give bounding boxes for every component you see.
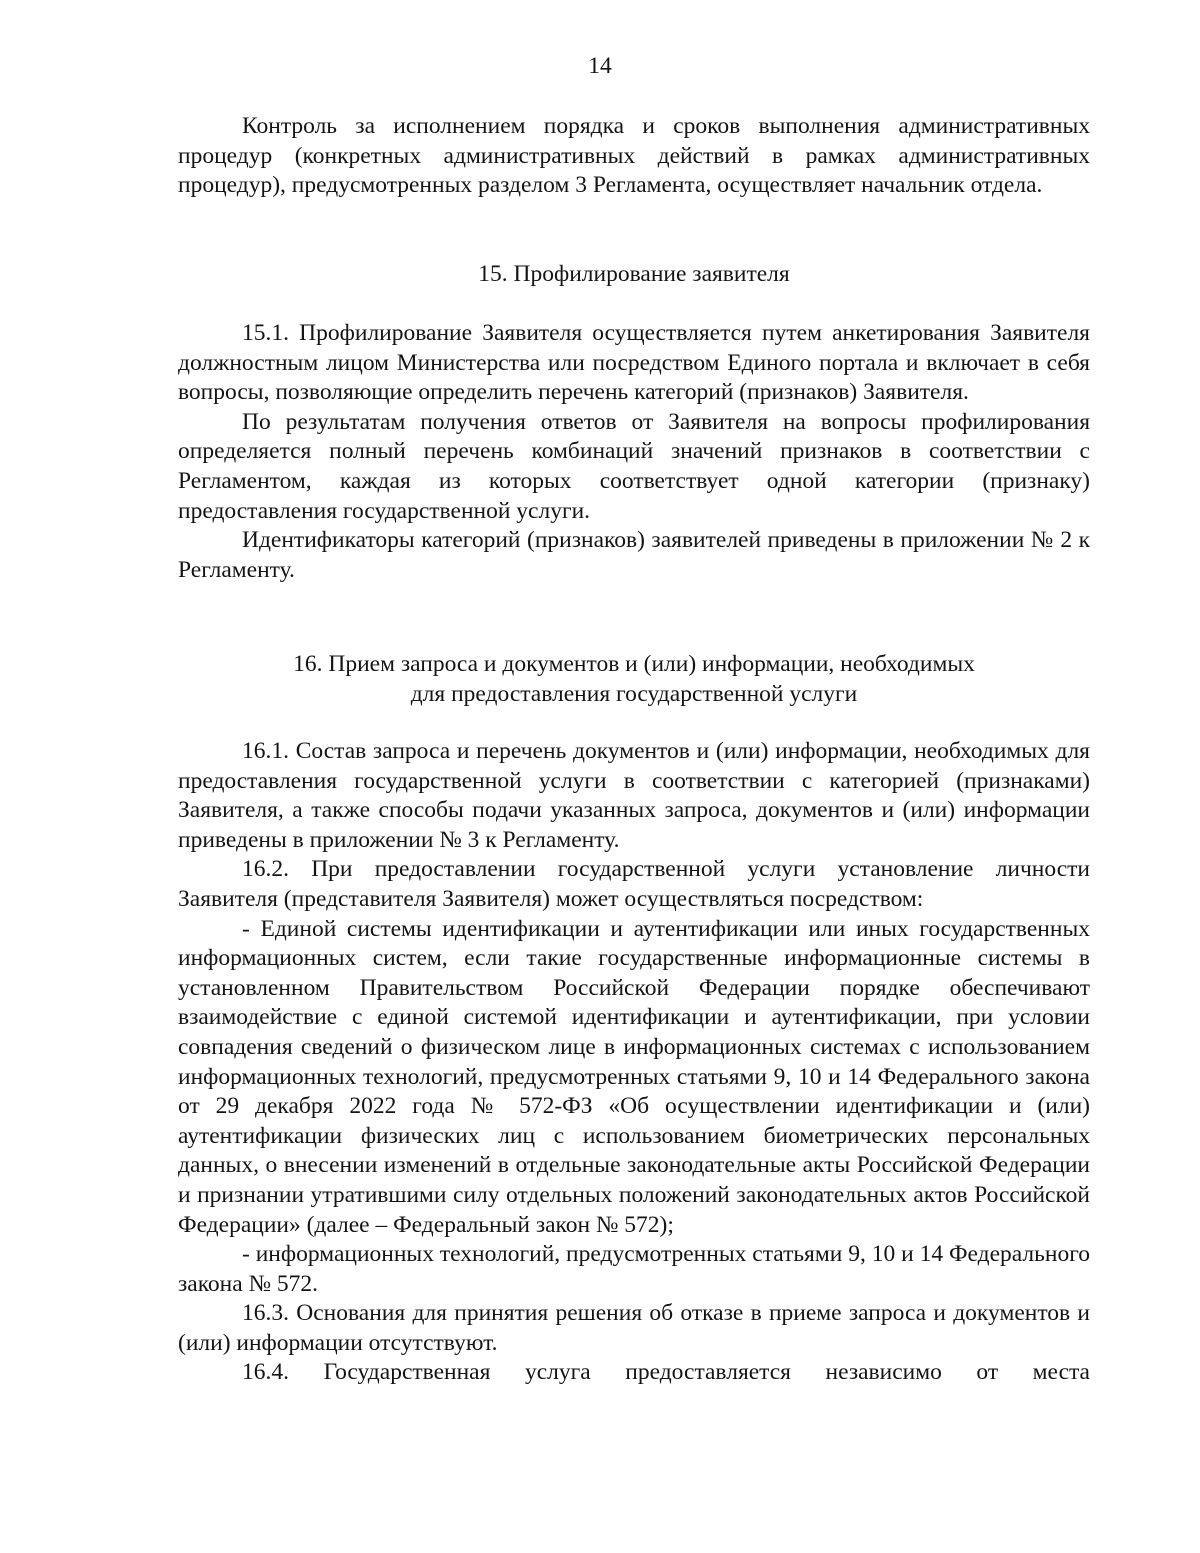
paragraph-text: 16.2. При предоставлении государственной услуги установление личности Заявителя (представителя Заявителя) может осуществляться посредством: <box>178 856 1090 912</box>
paragraph-text: - информационных технологий, предусмотренных статьями 9, 10 и 14 Федерального закона № 572. <box>178 1241 1090 1297</box>
page-number: 14 <box>588 53 612 79</box>
paragraph-text: 15.1. Профилирование Заявителя осуществляется путем анкетирования Заявителя должностным лицом Министерства или посредством Единого портала и включает в себя вопросы, позволяющие определить перечень категорий (признаков) Заявителя. <box>178 320 1090 406</box>
paragraph-text: 16.3. Основания для принятия решения об отказе в приеме запроса и документов и (или) информации отсутствуют. <box>178 1300 1090 1356</box>
paragraph-text: Идентификаторы категорий (признаков) заявителей приведены в приложении № 2 к Регламенту. <box>178 527 1090 583</box>
heading-line: для предоставления государственной услуги <box>410 680 858 707</box>
section-15-body <box>178 319 1090 585</box>
heading-line: 16. Прием запроса и документов и (или) информации, необходимых <box>293 651 975 677</box>
section-heading <box>178 260 1090 290</box>
heading-line: 15. Профилирование заявителя <box>478 261 790 287</box>
paragraph-text: 16.4. Государственная услуга предоставляется независимо от места <box>242 1359 1090 1386</box>
paragraph-text: Контроль за исполнением порядка и сроков выполнения административных процедур (конкретных административных действий в рамках административных процедур), предусмотренных разделом 3 Регламента, осуществляет начальник отдела. <box>178 113 1090 199</box>
paragraph-text: 16.1. Состав запроса и перечень документов и (или) информации, необходимых для предоставления государственной услуги в соответствии с категорией (признаками) Заявителя, а также способы подачи указанных запроса, документов и (или) информации приведены в приложении № 3 к Регламенту. <box>178 738 1090 853</box>
paragraph-text: - Единой системы идентификации и аутентификации или иных государственных информационных систем, если такие государственные информационные системы в установленном Правительством Российской Федерации порядке обеспечивают взаимодействие с единой системой идентификации и аутентификации, при условии совпадения сведений о физическом лице в информационных системах с использованием информационных технологий, предусмотренных статьями 9, 10 и 14 Федерального закона от 29 декабря 2022 года № 572-ФЗ «Об осуществлении идентификации и (или) аутентификации физических лиц с использованием биометрических персональных данных, о внесении изменений в отдельные законодательные акты Российской Федерации и признании утратившими силу отдельных положений законодательных актов Российской Федерации» (далее – Федеральный закон № 572); <box>178 915 1090 1238</box>
paragraph-text: По результатам получения ответов от Заявителя на вопросы профилирования определяется полный перечень комбинаций значений признаков в соответствии с Регламентом, каждая из которых соответствует одной категории (признаку) предоставления государственной услуги. <box>178 408 1090 524</box>
section-heading <box>178 650 1090 709</box>
paragraph <box>178 112 1090 201</box>
section-16-body <box>178 737 1090 1388</box>
